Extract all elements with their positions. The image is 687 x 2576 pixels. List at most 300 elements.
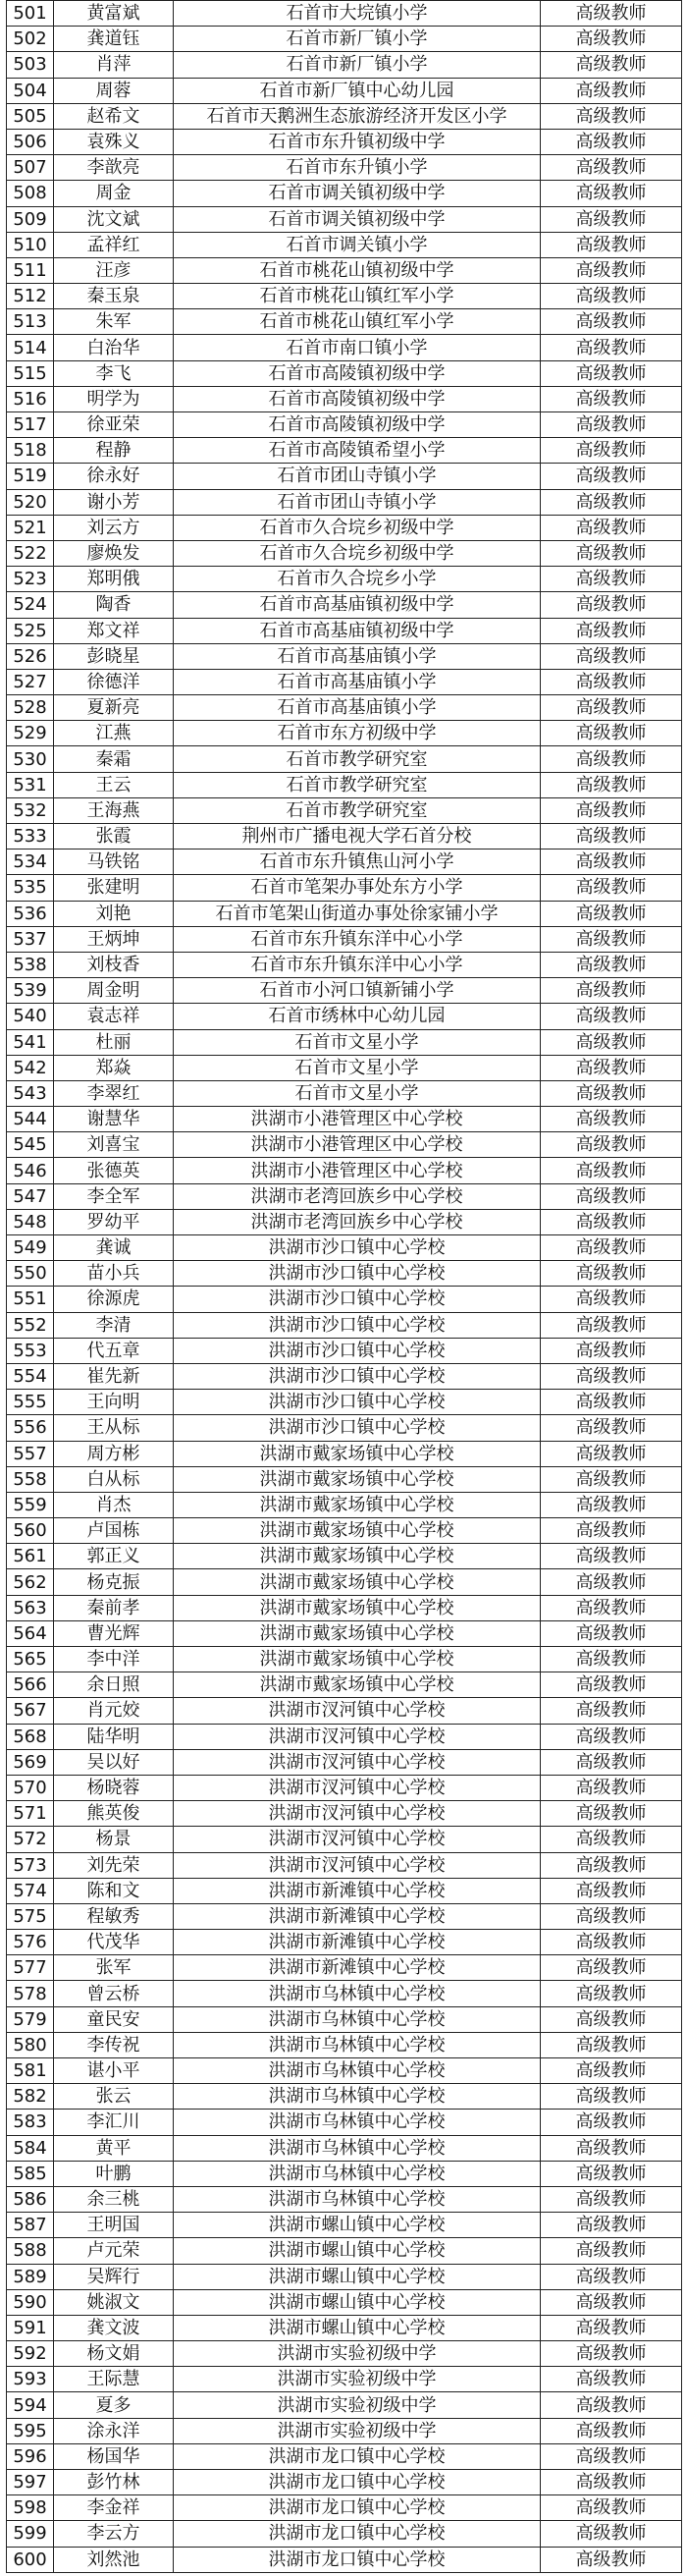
- table-row: [7, 1955, 682, 1981]
- name-cell: 程敏秀: [54, 1903, 174, 1929]
- serial-cell: 580: [7, 2032, 54, 2057]
- school-cell: 石首市高陵镇初级中学: [174, 386, 541, 411]
- serial-cell: 526: [7, 643, 54, 669]
- name-cell: 秦玉泉: [54, 284, 174, 309]
- table-row: [7, 1132, 682, 1158]
- serial-cell: 504: [7, 78, 54, 103]
- name-cell: 卢国栋: [54, 1518, 174, 1544]
- table-row: [7, 669, 682, 694]
- name-cell: 李传祝: [54, 2032, 174, 2057]
- table-row: [7, 284, 682, 309]
- serial-cell: 576: [7, 1930, 54, 1955]
- serial-cell: 503: [7, 52, 54, 78]
- school-cell: 洪湖市沙口镇中心学校: [174, 1261, 541, 1287]
- name-cell: 徐永好: [54, 464, 174, 489]
- name-cell: 黄富斌: [54, 1, 174, 27]
- name-cell: 崔先新: [54, 1363, 174, 1389]
- table-row: [7, 206, 682, 232]
- school-cell: 石首市新厂镇小学: [174, 52, 541, 78]
- title-cell: 高级教师: [541, 1261, 682, 1287]
- name-cell: 龚道钰: [54, 27, 174, 52]
- title-cell: 高级教师: [541, 1518, 682, 1544]
- table-row: [7, 335, 682, 360]
- title-cell: 高级教师: [541, 2521, 682, 2547]
- school-cell: 洪湖市戴家场镇中心学校: [174, 1544, 541, 1569]
- serial-cell: 587: [7, 2213, 54, 2238]
- table-row: [7, 2186, 682, 2212]
- name-cell: 江燕: [54, 721, 174, 746]
- title-cell: 高级教师: [541, 489, 682, 515]
- serial-cell: 559: [7, 1492, 54, 1517]
- table-row: [7, 901, 682, 926]
- name-cell: 代茂华: [54, 1930, 174, 1955]
- serial-cell: 520: [7, 489, 54, 515]
- name-cell: 谢慧华: [54, 1107, 174, 1132]
- name-cell: 刘喜宝: [54, 1132, 174, 1158]
- name-cell: 王际慧: [54, 2367, 174, 2392]
- teacher-roster-table: [6, 0, 682, 2573]
- title-cell: 高级教师: [541, 2341, 682, 2367]
- school-cell: 洪湖市戴家场镇中心学校: [174, 1441, 541, 1466]
- title-cell: 高级教师: [541, 515, 682, 540]
- table-row: [7, 464, 682, 489]
- serial-cell: 558: [7, 1466, 54, 1492]
- name-cell: 谌小平: [54, 2058, 174, 2084]
- serial-cell: 594: [7, 2392, 54, 2418]
- table-row: [7, 695, 682, 721]
- title-cell: 高级教师: [541, 181, 682, 206]
- table-row: [7, 850, 682, 875]
- table-row: [7, 1544, 682, 1569]
- table-row: [7, 721, 682, 746]
- serial-cell: 573: [7, 1852, 54, 1878]
- table-row: [7, 2547, 682, 2572]
- table-row: [7, 257, 682, 283]
- title-cell: 高级教师: [541, 850, 682, 875]
- school-cell: 洪湖市乌林镇中心学校: [174, 2161, 541, 2186]
- name-cell: 周金: [54, 181, 174, 206]
- name-cell: 徐德洋: [54, 669, 174, 694]
- table-row: [7, 412, 682, 438]
- title-cell: 高级教师: [541, 2418, 682, 2443]
- serial-cell: 502: [7, 27, 54, 52]
- school-cell: 洪湖市乌林镇中心学校: [174, 2110, 541, 2135]
- name-cell: 李飞: [54, 360, 174, 386]
- title-cell: 高级教师: [541, 1775, 682, 1800]
- name-cell: 王炳坤: [54, 926, 174, 952]
- school-cell: 石首市新厂镇中心幼儿园: [174, 78, 541, 103]
- serial-cell: 513: [7, 309, 54, 335]
- school-cell: 洪湖市龙口镇中心学校: [174, 2547, 541, 2572]
- name-cell: 刘艳: [54, 901, 174, 926]
- title-cell: 高级教师: [541, 1004, 682, 1029]
- table-row: [7, 1183, 682, 1209]
- serial-cell: 546: [7, 1158, 54, 1183]
- name-cell: 刘枝香: [54, 952, 174, 977]
- school-cell: 洪湖市汊河镇中心学校: [174, 1852, 541, 1878]
- name-cell: 李全军: [54, 1183, 174, 1209]
- name-cell: 周蓉: [54, 78, 174, 103]
- school-cell: 石首市文星小学: [174, 1029, 541, 1055]
- serial-cell: 583: [7, 2110, 54, 2135]
- serial-cell: 553: [7, 1338, 54, 1363]
- table-row: [7, 1492, 682, 1517]
- title-cell: 高级教师: [541, 1620, 682, 1646]
- table-row: [7, 592, 682, 618]
- name-cell: 刘然池: [54, 2547, 174, 2572]
- table-row: [7, 1672, 682, 1698]
- name-cell: 李云方: [54, 2521, 174, 2547]
- title-cell: 高级教师: [541, 1235, 682, 1261]
- table-row: [7, 643, 682, 669]
- table-row: [7, 1312, 682, 1338]
- title-cell: 高级教师: [541, 464, 682, 489]
- title-cell: 高级教师: [541, 592, 682, 618]
- name-cell: 张军: [54, 1955, 174, 1981]
- name-cell: 王云: [54, 772, 174, 797]
- name-cell: 杨景: [54, 1827, 174, 1852]
- name-cell: 郑文祥: [54, 618, 174, 643]
- table-row: [7, 1107, 682, 1132]
- school-cell: 石首市高基庙镇初级中学: [174, 592, 541, 618]
- serial-cell: 597: [7, 2470, 54, 2495]
- serial-cell: 552: [7, 1312, 54, 1338]
- table-row: [7, 746, 682, 772]
- school-cell: 洪湖市戴家场镇中心学校: [174, 1569, 541, 1595]
- name-cell: 李金祥: [54, 2495, 174, 2521]
- school-cell: 洪湖市龙口镇中心学校: [174, 2495, 541, 2521]
- serial-cell: 524: [7, 592, 54, 618]
- name-cell: 赵希文: [54, 103, 174, 129]
- title-cell: 高级教师: [541, 335, 682, 360]
- title-cell: 高级教师: [541, 1390, 682, 1415]
- school-cell: 洪湖市汊河镇中心学校: [174, 1724, 541, 1749]
- school-cell: 洪湖市老湾回族乡中心学校: [174, 1183, 541, 1209]
- title-cell: 高级教师: [541, 1647, 682, 1672]
- serial-cell: 509: [7, 206, 54, 232]
- title-cell: 高级教师: [541, 284, 682, 309]
- serial-cell: 542: [7, 1055, 54, 1080]
- name-cell: 龚文波: [54, 2315, 174, 2340]
- name-cell: 程静: [54, 438, 174, 464]
- title-cell: 高级教师: [541, 1363, 682, 1389]
- name-cell: 郑焱: [54, 1055, 174, 1080]
- title-cell: 高级教师: [541, 2495, 682, 2521]
- title-cell: 高级教师: [541, 952, 682, 977]
- school-cell: 石首市桃花山镇红军小学: [174, 284, 541, 309]
- school-cell: 洪湖市螺山镇中心学校: [174, 2213, 541, 2238]
- table-row: [7, 2289, 682, 2315]
- name-cell: 杨克振: [54, 1569, 174, 1595]
- table-row: [7, 2161, 682, 2186]
- name-cell: 秦前孝: [54, 1595, 174, 1620]
- table-row: [7, 360, 682, 386]
- serial-cell: 539: [7, 978, 54, 1004]
- name-cell: 张云: [54, 2084, 174, 2110]
- table-row: [7, 1209, 682, 1234]
- serial-cell: 515: [7, 360, 54, 386]
- school-cell: 石首市天鹅洲生态旅游经济开发区小学: [174, 103, 541, 129]
- title-cell: 高级教师: [541, 1930, 682, 1955]
- title-cell: 高级教师: [541, 746, 682, 772]
- table-row: [7, 2495, 682, 2521]
- serial-cell: 560: [7, 1518, 54, 1544]
- table-row: [7, 2418, 682, 2443]
- serial-cell: 506: [7, 129, 54, 154]
- table-row: [7, 1029, 682, 1055]
- table-row: [7, 2032, 682, 2057]
- title-cell: 高级教师: [541, 1569, 682, 1595]
- name-cell: 袁志祥: [54, 1004, 174, 1029]
- title-cell: 高级教师: [541, 567, 682, 592]
- name-cell: 李清: [54, 1312, 174, 1338]
- serial-cell: 598: [7, 2495, 54, 2521]
- title-cell: 高级教师: [541, 1749, 682, 1775]
- table-row: [7, 2058, 682, 2084]
- school-cell: 洪湖市小港管理区中心学校: [174, 1107, 541, 1132]
- school-cell: 洪湖市戴家场镇中心学校: [174, 1647, 541, 1672]
- name-cell: 郑明俄: [54, 567, 174, 592]
- school-cell: 石首市调关镇初级中学: [174, 206, 541, 232]
- name-cell: 曾云桥: [54, 1981, 174, 2006]
- name-cell: 马铁铭: [54, 850, 174, 875]
- table-row: [7, 1441, 682, 1466]
- table-row: [7, 155, 682, 181]
- serial-cell: 519: [7, 464, 54, 489]
- serial-cell: 545: [7, 1132, 54, 1158]
- name-cell: 叶鹏: [54, 2161, 174, 2186]
- table-row: [7, 1620, 682, 1646]
- title-cell: 高级教师: [541, 540, 682, 566]
- title-cell: 高级教师: [541, 1492, 682, 1517]
- title-cell: 高级教师: [541, 926, 682, 952]
- table-row: [7, 438, 682, 464]
- table-row: [7, 2238, 682, 2264]
- serial-cell: 531: [7, 772, 54, 797]
- table-row: [7, 2264, 682, 2289]
- serial-cell: 512: [7, 284, 54, 309]
- school-cell: 石首市教学研究室: [174, 746, 541, 772]
- table-row: [7, 2213, 682, 2238]
- title-cell: 高级教师: [541, 2032, 682, 2057]
- table-row: [7, 1827, 682, 1852]
- table-row: [7, 1466, 682, 1492]
- table-row: [7, 824, 682, 850]
- table-row: [7, 1801, 682, 1827]
- table-row: [7, 1698, 682, 1724]
- table-row: [7, 2443, 682, 2469]
- title-cell: 高级教师: [541, 27, 682, 52]
- school-cell: 石首市南口镇小学: [174, 335, 541, 360]
- school-cell: 洪湖市戴家场镇中心学校: [174, 1518, 541, 1544]
- serial-cell: 549: [7, 1235, 54, 1261]
- serial-cell: 547: [7, 1183, 54, 1209]
- school-cell: 石首市团山寺镇小学: [174, 464, 541, 489]
- school-cell: 石首市高陵镇初级中学: [174, 360, 541, 386]
- title-cell: 高级教师: [541, 1724, 682, 1749]
- title-cell: 高级教师: [541, 309, 682, 335]
- title-cell: 高级教师: [541, 2186, 682, 2212]
- school-cell: 荆州市广播电视大学石首分校: [174, 824, 541, 850]
- title-cell: 高级教师: [541, 2315, 682, 2340]
- serial-cell: 540: [7, 1004, 54, 1029]
- name-cell: 李汇川: [54, 2110, 174, 2135]
- serial-cell: 528: [7, 695, 54, 721]
- school-cell: 洪湖市小港管理区中心学校: [174, 1158, 541, 1183]
- table-row: [7, 952, 682, 977]
- school-cell: 石首市调关镇小学: [174, 232, 541, 257]
- table-row: [7, 181, 682, 206]
- serial-cell: 570: [7, 1775, 54, 1800]
- title-cell: 高级教师: [541, 1698, 682, 1724]
- school-cell: 洪湖市螺山镇中心学校: [174, 2264, 541, 2289]
- school-cell: 洪湖市汊河镇中心学校: [174, 1698, 541, 1724]
- table-row: [7, 1878, 682, 1903]
- serial-cell: 593: [7, 2367, 54, 2392]
- school-cell: 洪湖市实验初级中学: [174, 2392, 541, 2418]
- name-cell: 余日照: [54, 1672, 174, 1698]
- title-cell: 高级教师: [541, 1955, 682, 1981]
- serial-cell: 567: [7, 1698, 54, 1724]
- roster-body: [7, 1, 682, 2573]
- name-cell: 刘云方: [54, 515, 174, 540]
- serial-cell: 574: [7, 1878, 54, 1903]
- table-row: [7, 1518, 682, 1544]
- serial-cell: 544: [7, 1107, 54, 1132]
- name-cell: 周方彬: [54, 1441, 174, 1466]
- name-cell: 李歆亮: [54, 155, 174, 181]
- table-row: [7, 540, 682, 566]
- school-cell: 洪湖市新滩镇中心学校: [174, 1955, 541, 1981]
- title-cell: 高级教师: [541, 824, 682, 850]
- table-row: [7, 1852, 682, 1878]
- title-cell: 高级教师: [541, 618, 682, 643]
- name-cell: 杜丽: [54, 1029, 174, 1055]
- name-cell: 陈和文: [54, 1878, 174, 1903]
- name-cell: 熊英俊: [54, 1801, 174, 1827]
- title-cell: 高级教师: [541, 901, 682, 926]
- name-cell: 姚淑文: [54, 2289, 174, 2315]
- title-cell: 高级教师: [541, 1029, 682, 1055]
- name-cell: 杨国华: [54, 2443, 174, 2469]
- title-cell: 高级教师: [541, 1158, 682, 1183]
- name-cell: 肖萍: [54, 52, 174, 78]
- name-cell: 代五章: [54, 1338, 174, 1363]
- serial-cell: 562: [7, 1569, 54, 1595]
- school-cell: 洪湖市汊河镇中心学校: [174, 1775, 541, 1800]
- title-cell: 高级教师: [541, 438, 682, 464]
- name-cell: 明学为: [54, 386, 174, 411]
- serial-cell: 566: [7, 1672, 54, 1698]
- table-row: [7, 129, 682, 154]
- serial-cell: 527: [7, 669, 54, 694]
- table-row: [7, 1055, 682, 1080]
- name-cell: 陆华明: [54, 1724, 174, 1749]
- serial-cell: 534: [7, 850, 54, 875]
- name-cell: 白从标: [54, 1466, 174, 1492]
- school-cell: 洪湖市新滩镇中心学校: [174, 1903, 541, 1929]
- name-cell: 孟祥红: [54, 232, 174, 257]
- title-cell: 高级教师: [541, 2006, 682, 2032]
- name-cell: 彭竹林: [54, 2470, 174, 2495]
- school-cell: 石首市文星小学: [174, 1055, 541, 1080]
- title-cell: 高级教师: [541, 257, 682, 283]
- table-row: [7, 2006, 682, 2032]
- school-cell: 石首市久合垸乡小学: [174, 567, 541, 592]
- name-cell: 汪彦: [54, 257, 174, 283]
- serial-cell: 572: [7, 1827, 54, 1852]
- school-cell: 洪湖市沙口镇中心学校: [174, 1390, 541, 1415]
- title-cell: 高级教师: [541, 1415, 682, 1441]
- school-cell: 石首市团山寺镇小学: [174, 489, 541, 515]
- title-cell: 高级教师: [541, 1672, 682, 1698]
- table-row: [7, 1390, 682, 1415]
- table-row: [7, 2392, 682, 2418]
- serial-cell: 596: [7, 2443, 54, 2469]
- serial-cell: 530: [7, 746, 54, 772]
- serial-cell: 584: [7, 2135, 54, 2161]
- title-cell: 高级教师: [541, 1132, 682, 1158]
- school-cell: 洪湖市老湾回族乡中心学校: [174, 1209, 541, 1234]
- serial-cell: 565: [7, 1647, 54, 1672]
- school-cell: 石首市久合垸乡初级中学: [174, 540, 541, 566]
- table-row: [7, 2110, 682, 2135]
- school-cell: 洪湖市沙口镇中心学校: [174, 1338, 541, 1363]
- name-cell: 龚诚: [54, 1235, 174, 1261]
- table-row: [7, 772, 682, 797]
- school-cell: 洪湖市乌林镇中心学校: [174, 2006, 541, 2032]
- name-cell: 吴辉行: [54, 2264, 174, 2289]
- school-cell: 石首市笔架办事处东方小学: [174, 875, 541, 901]
- serial-cell: 563: [7, 1595, 54, 1620]
- school-cell: 洪湖市沙口镇中心学校: [174, 1287, 541, 1312]
- serial-cell: 510: [7, 232, 54, 257]
- table-row: [7, 1235, 682, 1261]
- school-cell: 洪湖市汊河镇中心学校: [174, 1827, 541, 1852]
- serial-cell: 536: [7, 901, 54, 926]
- table-row: [7, 1775, 682, 1800]
- title-cell: 高级教师: [541, 2443, 682, 2469]
- school-cell: 石首市绣林中心幼儿园: [174, 1004, 541, 1029]
- title-cell: 高级教师: [541, 2470, 682, 2495]
- table-row: [7, 2084, 682, 2110]
- school-cell: 石首市高陵镇初级中学: [174, 412, 541, 438]
- serial-cell: 588: [7, 2238, 54, 2264]
- table-row: [7, 1158, 682, 1183]
- title-cell: 高级教师: [541, 2392, 682, 2418]
- serial-cell: 550: [7, 1261, 54, 1287]
- serial-cell: 569: [7, 1749, 54, 1775]
- table-row: [7, 309, 682, 335]
- school-cell: 洪湖市戴家场镇中心学校: [174, 1492, 541, 1517]
- name-cell: 张德英: [54, 1158, 174, 1183]
- serial-cell: 599: [7, 2521, 54, 2547]
- title-cell: 高级教师: [541, 103, 682, 129]
- name-cell: 郭正义: [54, 1544, 174, 1569]
- name-cell: 刘先荣: [54, 1852, 174, 1878]
- serial-cell: 511: [7, 257, 54, 283]
- title-cell: 高级教师: [541, 1801, 682, 1827]
- serial-cell: 532: [7, 797, 54, 823]
- title-cell: 高级教师: [541, 797, 682, 823]
- school-cell: 石首市高基庙镇小学: [174, 695, 541, 721]
- serial-cell: 595: [7, 2418, 54, 2443]
- serial-cell: 591: [7, 2315, 54, 2340]
- table-row: [7, 2341, 682, 2367]
- school-cell: 洪湖市戴家场镇中心学校: [174, 1672, 541, 1698]
- table-row: [7, 103, 682, 129]
- table-row: [7, 232, 682, 257]
